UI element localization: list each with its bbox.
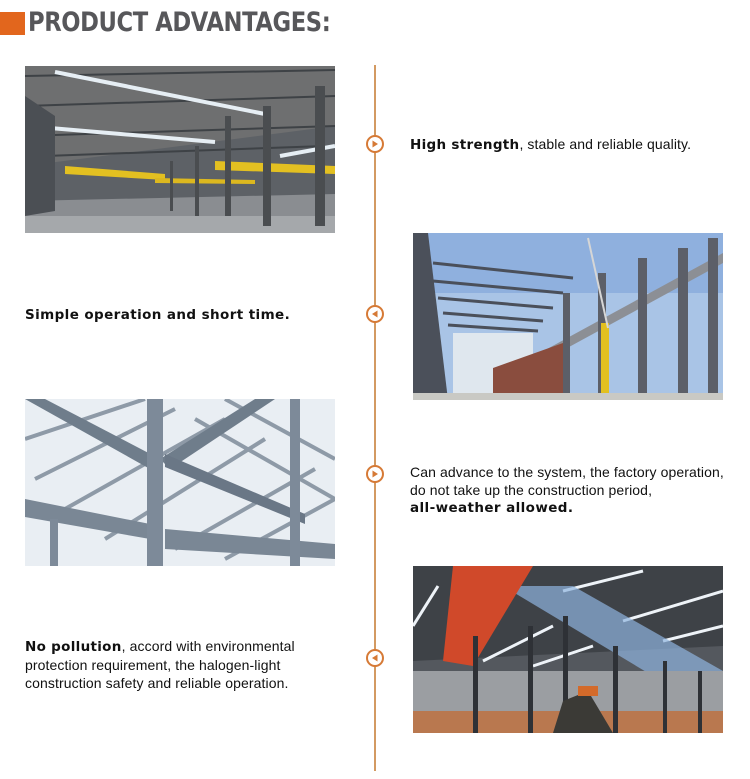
advantage-3-bold: all-weather allowed.: [410, 500, 574, 516]
photo-workshop-yellow-cranes: [25, 66, 335, 233]
advantage-4-text: [25, 637, 295, 692]
advantage-3-line-1: Can advance to the system, the factory operation,: [410, 464, 724, 480]
photo-steel-frame-construction: [413, 233, 723, 400]
advantage-1-bold: High strength: [410, 137, 520, 153]
advantage-1-rest: , stable and reliable quality.: [519, 136, 692, 152]
advantage-1-text: [410, 135, 691, 154]
advantage-4-rest: , accord with environmental: [121, 638, 295, 654]
advantage-4-line-2: protection requirement, the halogen-light: [25, 657, 281, 673]
advantage-3-line-2: do not take up the construction period,: [410, 482, 653, 498]
play-right-icon: [366, 465, 384, 483]
section-header: [0, 6, 388, 40]
header-accent-block: [0, 12, 25, 35]
advantage-4-line-3: construction safety and reliable operation.: [25, 675, 289, 691]
advantage-2-bold: Simple operation and short time.: [25, 307, 291, 323]
advantage-3-text: [410, 463, 724, 517]
play-left-icon: [366, 649, 384, 667]
photo-factory-red-crane: [413, 566, 723, 733]
page-title: PRODUCT ADVANTAGES:: [28, 7, 331, 38]
advantage-4-bold: No pollution: [25, 639, 122, 655]
play-left-icon: [366, 305, 384, 323]
advantage-2-text: [25, 305, 290, 324]
photo-galvanized-steel-beams: [25, 399, 335, 566]
play-right-icon: [366, 135, 384, 153]
